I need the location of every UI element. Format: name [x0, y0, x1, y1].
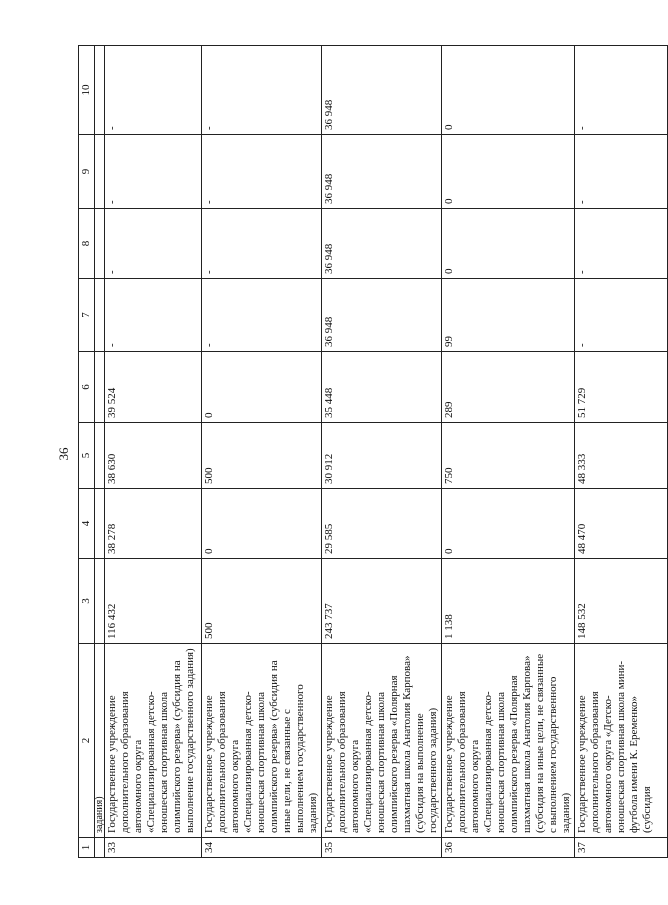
value-cell: 36 948 — [322, 209, 442, 279]
header-cell: 7 — [79, 279, 95, 352]
value-cell: 500 — [202, 423, 322, 489]
header-cell: 1 — [79, 838, 95, 858]
header-cell: 5 — [79, 423, 95, 489]
value-cell: 0 — [442, 209, 575, 279]
value-cell: - — [202, 135, 322, 209]
header-cell: 10 — [79, 46, 95, 135]
value-cell: 243 737 — [322, 559, 442, 644]
table-cell — [95, 423, 105, 489]
value-cell: 0 — [442, 135, 575, 209]
table-cell — [95, 279, 105, 352]
value-cell: 39 524 — [105, 352, 202, 423]
value-cell: 48 470 — [575, 489, 668, 559]
value-cell: 0 — [442, 489, 575, 559]
table-row — [575, 46, 668, 858]
budget-table — [78, 45, 668, 858]
row-number: 34 — [202, 838, 322, 858]
value-cell: 99 — [442, 279, 575, 352]
value-cell: 38 630 — [105, 423, 202, 489]
table-cell — [95, 559, 105, 644]
row-number: 33 — [105, 838, 202, 858]
header-cell: 3 — [79, 559, 95, 644]
header-cell: 9 — [79, 135, 95, 209]
value-cell: - — [575, 135, 668, 209]
institution-name: Государственное учреждение дополнительного образования автономного округа «Детско-юношеская спортивная школа мини-футбола имени К. Еременко» (субсидия — [575, 644, 668, 838]
header-cell: 6 — [79, 352, 95, 423]
value-cell: 116 432 — [105, 559, 202, 644]
value-cell: 36 948 — [322, 46, 442, 135]
header-cell: 8 — [79, 209, 95, 279]
rotated-table-wrapper — [78, 46, 653, 858]
table-cell — [95, 489, 105, 559]
continuation-row — [95, 46, 105, 858]
value-cell: 51 729 — [575, 352, 668, 423]
value-cell: - — [575, 209, 668, 279]
value-cell: 148 532 — [575, 559, 668, 644]
value-cell: - — [105, 46, 202, 135]
institution-name: Государственное учреждение дополнительного образования автономного округа «Специализированная детско-юношеская спортивная школа олимпийского резерва» (субсидия на выполнение государственного задания) — [105, 644, 202, 838]
value-cell: 1 138 — [442, 559, 575, 644]
value-cell: 0 — [202, 352, 322, 423]
value-cell: - — [575, 279, 668, 352]
row-number: 37 — [575, 838, 668, 858]
value-cell: - — [105, 135, 202, 209]
table-row — [322, 46, 442, 858]
value-cell: 48 333 — [575, 423, 668, 489]
table-row — [442, 46, 575, 858]
institution-name: Государственное учреждение дополнительного образования автономного округа «Специализированная детско-юношеская спортивная школа олимпийского резерва «Полярная шахматная школа Анатолия Карпова» (субсидия на иные цели, не связанные с выполнением государственного задания) — [442, 644, 575, 838]
table-cell — [95, 352, 105, 423]
value-cell: 0 — [442, 46, 575, 135]
value-cell: - — [202, 46, 322, 135]
table-cell — [95, 46, 105, 135]
value-cell: 29 585 — [322, 489, 442, 559]
page-number: 36 — [56, 447, 71, 461]
value-cell: 500 — [202, 559, 322, 644]
row-number: 36 — [442, 838, 575, 858]
value-cell: 0 — [202, 489, 322, 559]
value-cell: 289 — [442, 352, 575, 423]
header-row — [79, 46, 95, 858]
value-cell: 750 — [442, 423, 575, 489]
value-cell: - — [202, 209, 322, 279]
table-cell — [95, 209, 105, 279]
header-cell: 2 — [79, 644, 95, 838]
value-cell: 36 948 — [322, 279, 442, 352]
value-cell: - — [105, 209, 202, 279]
institution-name: Государственное учреждение дополнительного образования автономного округа «Специализированная детско-юношеская спортивная школа олимпийского резерва» (субсидия на иные цели, не связанные с выполнением государственного задания) — [202, 644, 322, 838]
header-cell: 4 — [79, 489, 95, 559]
value-cell: - — [202, 279, 322, 352]
institution-name: Государственное учреждение дополнительного образования автономного округа «Специализированная детско-юношеская спортивная школа олимпийского резерва «Полярная шахматная школа Анатолия Карпова» (субсидия на выполнение государственного задания) — [322, 644, 442, 838]
value-cell: 38 278 — [105, 489, 202, 559]
table-cell — [95, 838, 105, 858]
table-cell — [95, 135, 105, 209]
value-cell: - — [575, 46, 668, 135]
row-number: 35 — [322, 838, 442, 858]
value-cell: 30 912 — [322, 423, 442, 489]
table-row — [202, 46, 322, 858]
continuation-text: задания) — [95, 644, 105, 838]
value-cell: 35 448 — [322, 352, 442, 423]
table-row — [105, 46, 202, 858]
value-cell: 36 948 — [322, 135, 442, 209]
value-cell: - — [105, 279, 202, 352]
